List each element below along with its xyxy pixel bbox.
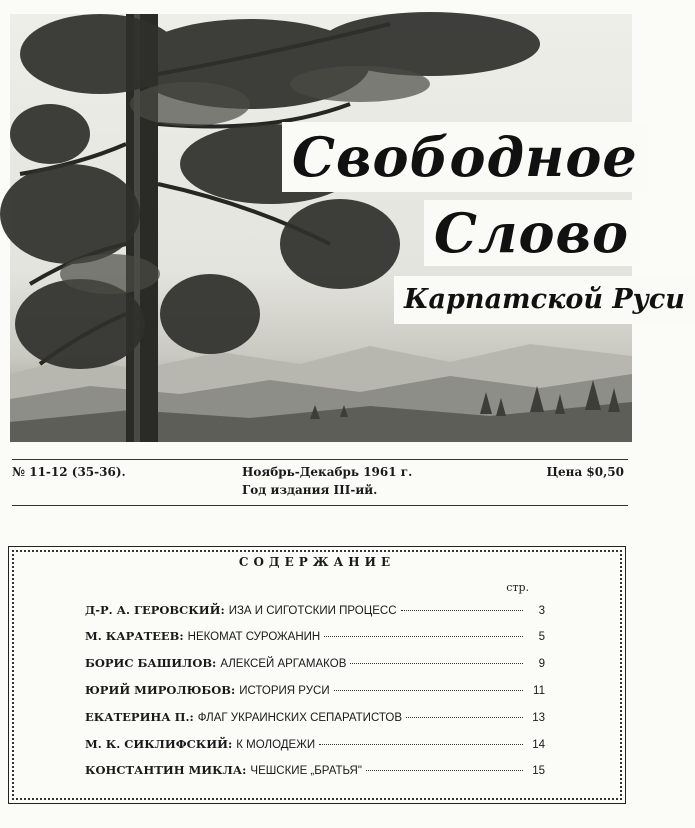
contents-heading: СОДЕРЖАНИЕ <box>238 555 396 569</box>
issue-price: Цена $0,50 <box>546 465 624 479</box>
toc-title: НЕКОМАТ СУРОЖАНИН <box>187 631 321 643</box>
issue-number: № 11-12 (35-36). <box>12 465 126 479</box>
toc-page-number: 5 <box>538 631 545 643</box>
toc-leader-dots <box>319 744 523 745</box>
toc-author: КОНСТАНТИН МИКЛА: <box>85 763 247 777</box>
toc-leader-dots <box>350 663 523 664</box>
toc-author: ЮРИЙ МИРОЛЮБОВ: <box>85 683 236 697</box>
toc-title: АЛЕКСЕЙ АРГАМАКОВ <box>220 658 347 670</box>
toc-title: ФЛАГ УКРАИНСКИХ СЕПАРАТИСТОВ <box>197 712 402 724</box>
cover-illustration <box>10 14 685 442</box>
toc-entry <box>85 603 545 617</box>
toc-author: БОРИС БАШИЛОВ: <box>85 656 217 670</box>
toc-title: ИЗА И СИГОТСКИИ ПРОЦЕСС <box>228 605 397 617</box>
toc-title: ЧЕШСКИЕ „БРАТЬЯ" <box>250 765 362 777</box>
toc-leader-dots <box>366 770 523 771</box>
magazine-subtitle: Карпатской Руси <box>394 276 695 324</box>
table-of-contents <box>8 546 626 804</box>
toc-entry <box>85 710 545 724</box>
toc-leader-dots <box>401 610 523 611</box>
issue-year: Год издания III-ий. <box>242 483 378 497</box>
toc-author: ЕКАТЕРИНА П.: <box>85 710 194 724</box>
toc-page-number: 13 <box>532 712 545 724</box>
toc-page-number: 11 <box>533 685 545 697</box>
toc-page-number: 9 <box>538 658 545 670</box>
toc-title: К МОЛОДЕЖИ <box>236 739 316 751</box>
toc-author: М. КАРАТЕЕВ: <box>85 629 184 643</box>
toc-page-number: 14 <box>532 739 545 751</box>
toc-entry <box>85 629 545 643</box>
page-column-label: стр. <box>506 581 529 594</box>
toc-entry <box>85 656 545 670</box>
toc-leader-dots <box>324 636 523 637</box>
magazine-title-line2: Слово <box>424 200 639 266</box>
magazine-title-line1: Свободное <box>282 122 648 192</box>
toc-leader-dots <box>406 717 523 718</box>
toc-page-number: 3 <box>538 605 545 617</box>
issue-date: Ноябрь-Декабрь 1961 г. <box>242 465 413 479</box>
toc-entry <box>85 763 545 777</box>
toc-title: ИСТОРИЯ РУСИ <box>239 685 330 697</box>
toc-page-number: 15 <box>532 765 545 777</box>
toc-author: Д-Р. А. ГЕРОВСКИЙ: <box>85 603 225 617</box>
info-divider-bottom <box>12 505 628 506</box>
toc-leader-dots <box>334 690 523 691</box>
info-divider-top <box>12 459 628 460</box>
toc-entry <box>85 737 545 751</box>
toc-entry <box>85 683 545 697</box>
toc-author: М. К. СИКЛИФСКИЙ: <box>85 737 233 751</box>
